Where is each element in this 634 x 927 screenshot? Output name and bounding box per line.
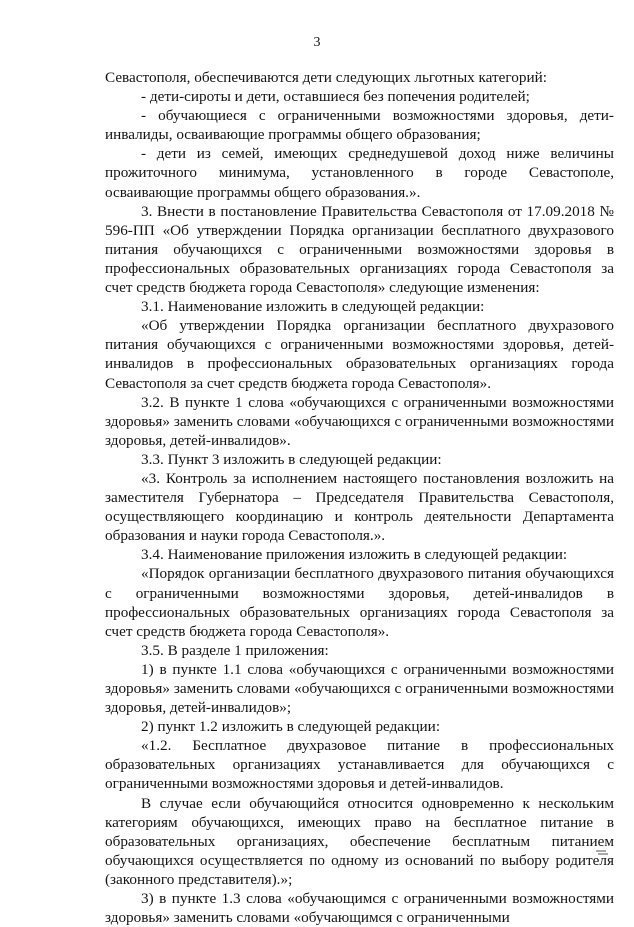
document-body — [105, 68, 614, 927]
paragraph-2: - дети-сироты и дети, оставшиеся без попечения родителей; — [141, 88, 530, 106]
paragraph-12: «Порядок организации бесплатного двухразового питания обучающихся с ограниченными возможностями здоровья, детей-инвалидов в профессиональных образовательных организациях города Севастополя за счет средств бюджета города Севастополя». — [105, 565, 614, 640]
paragraph-1: Севастополя, обеспечиваются дети следующих льготных категорий: — [105, 69, 547, 86]
paragraph-17: В случае если обучающийся относится одновременно к нескольким категориям обучающихся, имеющих право на бесплатное питание в образовательных организациях, обеспечение бесплатным питанием обучающихся осуществляется по одному из оснований по выбору родителя (законного представителя).»; — [105, 794, 614, 888]
paragraph-11: 3.4. Наименование приложения изложить в следующей редакции: — [141, 546, 568, 564]
paragraph-13: 3.5. В разделе 1 приложения: — [141, 641, 329, 659]
paragraph-14: 1) в пункте 1.1 слова «обучающихся с ограниченными возможностями здоровья» заменить словами «обучающихся с ограниченными возможностями здоровья, детей-инвалидов»; — [105, 660, 614, 717]
paragraph-7: «Об утверждении Порядка организации бесплатного двухразового питания обучающихся с ограниченными возможностями здоровья, детей-инвалидов в профессиональных образовательных организациях города Севастополя за счет средств бюджета города Севастополя». — [105, 317, 614, 392]
paragraph-18: 3) в пункте 1.3 слова «обучающимся с ограниченными возможностями здоровья» заменить словами «обучающимся с ограниченными — [105, 890, 614, 927]
paragraph-15: 2) пункт 1.2 изложить в следующей редакции: — [141, 718, 441, 736]
paragraph-4: - дети из семей, имеющих среднедушевой доход ниже величины прожиточного минимума, установленного в городе Севастополе, осваивающие программы общего образования.». — [105, 145, 614, 201]
paragraph-10: «3. Контроль за исполнением настоящего постановления возложить на заместителя Губернатора – Председателя Правительства Севастополя, осуществляющего координацию и контроль деятельности Департамента образования и науки города Севастополя.». — [105, 469, 614, 545]
paragraph-9: 3.3. Пункт 3 изложить в следующей редакции: — [141, 450, 442, 468]
paragraph-3: - обучающиеся с ограниченными возможностями здоровья, дети-инвалиды, осваивающие программы общего образования; — [105, 107, 614, 144]
paragraph-16: «1.2. Бесплатное двухразовое питание в профессиональных образовательных организациях устанавливается для обучающихся с ограниченными возможностями здоровья и детей-инвалидов. — [105, 737, 614, 793]
paragraph-6: 3.1. Наименование изложить в следующей редакции: — [141, 298, 485, 316]
scan-mark — [595, 848, 609, 856]
paragraph-5: 3. Внести в постановление Правительства Севастополя от 17.09.2018 № 596-ПП «Об утверждении Порядка организации бесплатного двухразового питания обучающихся с ограниченными возможностями здоровья в профессиональных образовательных организациях города Севастополя за счет средств бюджета города Севастополя» следующие изменения: — [105, 202, 614, 297]
paragraph-8: 3.2. В пункте 1 слова «обучающихся с ограниченными возможностями здоровья» заменить словами «обучающихся с ограниченными возможностями здоровья, детей-инвалидов». — [105, 393, 614, 449]
page-number: 3 — [313, 35, 321, 50]
scan-mark-icon — [595, 848, 609, 856]
